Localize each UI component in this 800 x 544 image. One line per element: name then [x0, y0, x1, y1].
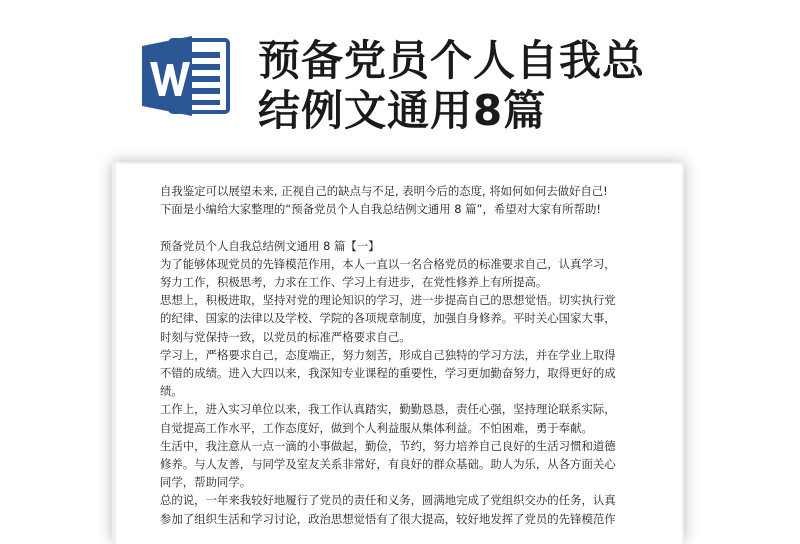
- body-line: 思想上，积极进取，坚持对党的理论知识的学习，进一步提高自己的思想觉悟。切实执行党: [160, 293, 616, 308]
- section-heading: 预备党员个人自我总结例文通用 8 篇【一】: [160, 238, 380, 253]
- body-line: 修养。与人友善，与同学及室友关系非常好，有良好的群众基础。助人为乐，从各方面关心: [160, 457, 616, 472]
- intro-line: 自我鉴定可以展望未来, 正视自己的缺点与不足, 表明今后的态度, 将如何如何去做好自己!: [160, 184, 608, 198]
- body-line: 工作上，进入实习单位以来，我工作认真踏实，勤勤恳恳，责任心强，坚持理论联系实际，: [160, 402, 616, 417]
- paragraph-gap: [160, 218, 644, 236]
- body-line: 不错的成绩。进入大四以来，我深知专业课程的重要性，学习更加勤奋努力，取得更好的成: [160, 366, 616, 381]
- body-line: 自觉提高工作水平，工作态度好，做到个人利益服从集体利益。不怕困难，勇于奉献。: [160, 420, 593, 435]
- title-line-2: 结例文通用8篇: [258, 86, 547, 135]
- body-line: 绩。: [160, 384, 183, 399]
- body-line: 参加了组织生活和学习讨论，政治思想觉悟有了很大提高，较好地发挥了党员的先锋模范作: [160, 511, 616, 526]
- document-page: [116, 164, 682, 544]
- body-line: 生活中，我注意从一点一滴的小事做起，勤俭，节约，努力培养自己良好的生活习惯和道德: [160, 438, 616, 453]
- body-line: 同学，帮助同学。: [160, 475, 252, 490]
- document-content: [160, 182, 644, 528]
- intro-line: 下面是小编给大家整理的“预备党员个人自我总结例文通用 8 篇”，希望对大家有所帮助!: [160, 202, 601, 217]
- body-line: 努力工作，积极思考，力求在工作、学习上有进步，在党性修养上有所提高。: [160, 275, 548, 289]
- body-line: 的纪律、国家的法律以及学校、学院的各项规章制度，加强自身修养。平时关心国家大事，: [160, 311, 616, 326]
- body-line: 时刻与党保持一致，以党员的标准严格要求自己。: [160, 329, 411, 344]
- body-line: 总的说，一年来我较好地履行了党员的责任和义务，圆满地完成了党组织交办的任务，认真: [160, 493, 616, 508]
- title-line-1: 预备党员个人自我总: [258, 36, 646, 85]
- body-line: 为了能够体现党员的先锋模范作用，本人一直以一名合格党员的标准要求自己，认真学习，: [160, 256, 616, 271]
- header-banner: [0, 0, 800, 160]
- body-line: 学习上，严格要求自己，态度端正，努力刻苦，形成自己独特的学习方法，并在学业上取得: [160, 347, 616, 362]
- word-document-icon: [140, 34, 232, 118]
- page-title: [258, 36, 738, 136]
